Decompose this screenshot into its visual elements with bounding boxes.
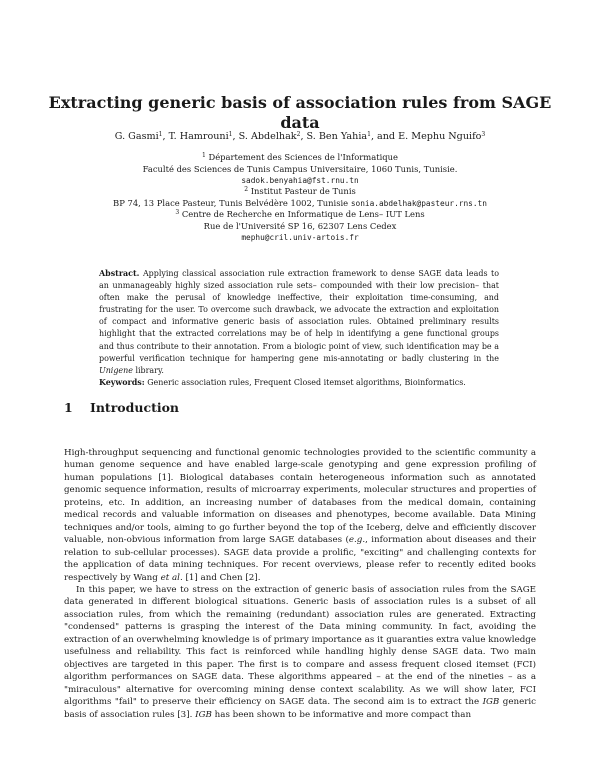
paragraph: In this paper, we have to stress on the extraction of generic basis of association rules from the SAGE data generated in different biological situations. Generic basis of association rules is a subset of all association rules, from which the remaining (redundant) association rules are generated. Extracting "condensed" patterns is grasping the interest of the Data mining community. In fact, avoiding the extraction of an overwhelming knowledge is of primary importance as it guaranties extra value knowledge usefulness and reliability. This fact is reinforced while handling highly dense SAGE data. Two main objectives are targeted in this paper. The first is to compare and assess frequent closed itemset (FCI) algorithm performances on SAGE data. These algorithms appeared – at the end of the nineties – as a "miraculous" alternative for overcoming mining dense context scalability. As we will show later, FCI algorithms "fail" to preserve their efficiency on SAGE data. The second aim is to extract the IGB generic basis of association rules [3]. IGB has been shown to be informative and more compact than bbox=[64, 584, 537, 720]
author: S. Ben Yahia$^1$, and bbox=[306, 131, 399, 142]
section-heading: 1 Introduction bbox=[64, 400, 180, 415]
keywords-label: Keywords: bbox=[99, 377, 145, 387]
author: G. Gasmi$^1$, bbox=[114, 131, 169, 142]
paragraph: High-throughput sequencing and functional genomic technologies provided to the scientific community a human genome sequence and have enabled large-scale genotyping and gene expression profiling of human populations [1]. Biological databases contain heterogeneous information such as annotated genomic sequence information, results of microarray experiments, molecular structures and properties of proteins, etc. In addition, an increasing number of databases from the medical domain, containing medical records and valuable information on diseases and phenotypes, become available. Data Mining techniques and/or tools, aiming to go further beyond the top of the Iceberg, delve and efficiently discover valuable, non-obvious information from large SAGE databases (e.g., information about diseases and their relation to sub-cellular processes). SAGE data provide a prolific, "exciting" and challenging contexts for the application of data mining techniques. For recent overviews, please refer to recently edited books respectively by Wang et al. [1] and Chen [2]. bbox=[64, 448, 536, 583]
author: T. Hamrouni$^1$, bbox=[168, 131, 239, 142]
email[interactable]: mephu@cril.univ-artois.fr bbox=[241, 233, 359, 243]
affiliation-2: $^2$ Institut Pasteur de Tunis BP 74, 13 Place Pasteur, Tunis Belvédère 1002, Tunisie sonia.abdelhak@pasteur.rns.tn bbox=[113, 186, 487, 208]
author-list bbox=[40, 131, 560, 143]
affiliation-1: $^1$ Département des Sciences de l'Informatique Faculté des Sciences de Tunis Campus Universitaire, 1060 Tunis, Tunisie. sadok.benyahia@fst.rnu.tn bbox=[60, 152, 540, 187]
email[interactable]: sonia.abdelhak@pasteur.rns.tn bbox=[350, 198, 487, 208]
abstract: Abstract. Applying classical association rule extraction framework to dense SAGE data leads to an unmanageably highly sized association rule sets– compounded with their low precision– that often make the perusal of knowledge ineffective, their exploitation time-consuming, and frustrating for the user. To overcome such drawback, we advocate the extraction and exploitation of compact and informative generic basis of association rules. Obtained preliminary results highlight that the extracted correlations may be of help in identifying a gene functional groups and thus contribute to their annotation. From a biologic point of view, such identification may be a powerful verification technique for hampering gene mis-annotating or badly clustering in the Unigene library. Keywords: Generic association rules, Frequent Closed itemset algorithms, Bioinformatics. bbox=[99, 269, 499, 387]
body-text bbox=[64, 447, 536, 721]
author: E. Mephu Nguifo$^3$ bbox=[398, 131, 486, 142]
paper-title: Extracting generic basis of association rules from SAGE data bbox=[48, 93, 552, 132]
affiliation-3: $^3$ Centre de Recherche en Informatique de Lens– IUT Lens Rue de l'Université SP 16, 62307 Lens Cedex mephu@cril.univ-artois.fr bbox=[60, 209, 540, 244]
author: S. Abdelhak$^2$, bbox=[238, 131, 307, 142]
abstract-label: Abstract. bbox=[99, 269, 140, 278]
keywords: Generic association rules, Frequent Closed itemset algorithms, Bioinformatics. bbox=[147, 377, 466, 387]
email[interactable]: sadok.benyahia@fst.rnu.tn bbox=[241, 176, 359, 186]
